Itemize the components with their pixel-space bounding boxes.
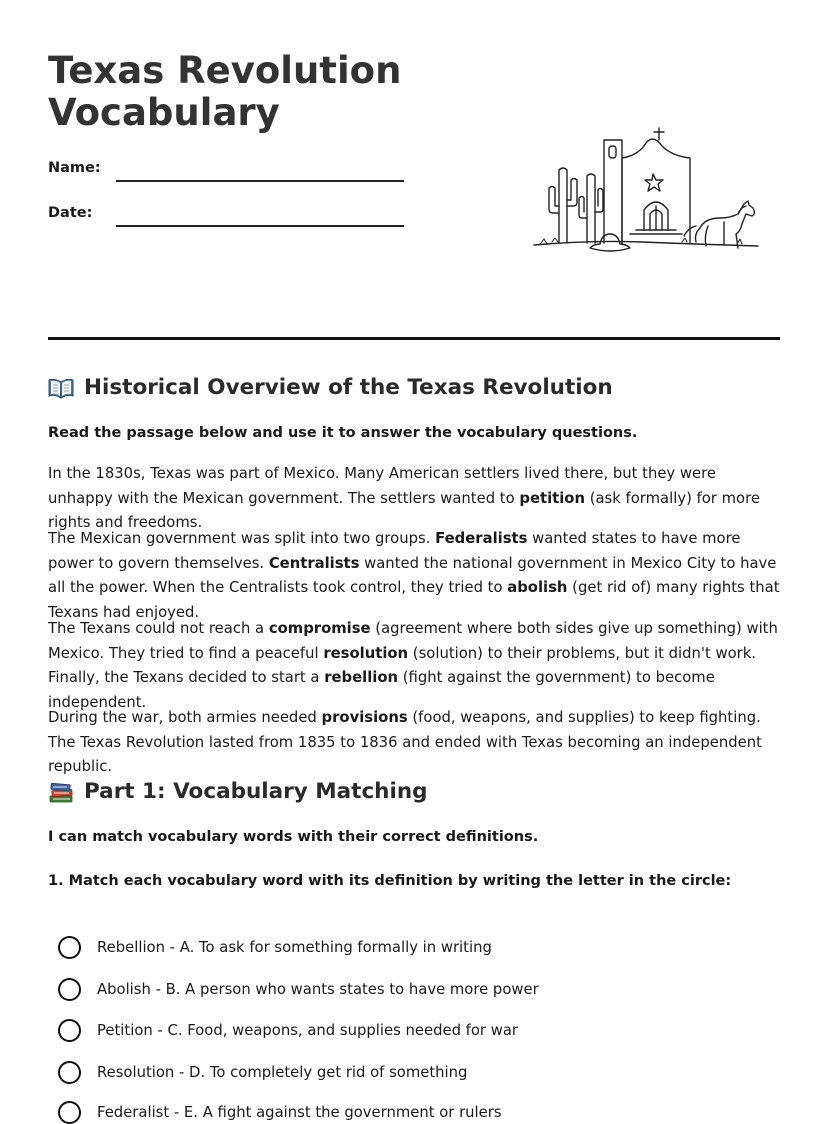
- p3-text-3: (solution) to their problems, but it didn't work. Finally, the Texans decided to start a: [48, 644, 756, 686]
- p2-text-3: wanted the national government in Mexico City to have all the power. When the Centralists took control, they tried to: [48, 554, 777, 596]
- match-item-text: Abolish - B. A person who wants states to have more power: [97, 981, 539, 998]
- overview-paragraph-1: [48, 462, 783, 536]
- date-label: Date:: [48, 205, 93, 221]
- overview-heading: [48, 375, 613, 400]
- match-item: [58, 1019, 518, 1042]
- page-title: [48, 50, 448, 134]
- p1-text-2: (ask formally) for more rights and freedoms.: [48, 489, 760, 531]
- overview-paragraph-4: [48, 706, 783, 780]
- part1-heading-text: Part 1: Vocabulary Matching: [84, 779, 428, 804]
- term-rebellion: rebellion: [324, 669, 399, 686]
- overview-heading-text: Historical Overview of the Texas Revolution: [84, 375, 613, 400]
- section-divider: [48, 337, 780, 340]
- part1-heading: [48, 779, 428, 804]
- p4-text-1: During the war, both armies needed: [48, 709, 322, 726]
- match-item: [58, 1101, 502, 1124]
- term-petition: petition: [519, 489, 585, 507]
- match-item-text: Rebellion - A. To ask for something formally in writing: [97, 939, 492, 956]
- name-label: Name:: [48, 160, 101, 176]
- part1-question: 1. Match each vocabulary word with its definition by writing the letter in the circle:: [48, 873, 732, 889]
- p2-text-1: The Mexican government was split into two groups.: [48, 530, 436, 547]
- match-item: [58, 978, 539, 1001]
- term-abolish: abolish: [507, 579, 568, 596]
- books-icon: [48, 781, 74, 803]
- term-centralists: Centralists: [268, 554, 360, 572]
- p1-text-1: In the 1830s, Texas was part of Mexico. Many American settlers lived there, but they were unhappy with the Mexican government. The settlers wanted to: [48, 465, 716, 507]
- match-item: [58, 936, 492, 959]
- match-item-text: Resolution - D. To completely get rid of something: [97, 1064, 468, 1081]
- title-line-2: Vocabulary: [48, 91, 280, 134]
- p4-text-2: (food, weapons, and supplies) to keep fighting. The Texas Revolution lasted from 1835 to 1836 and ended with Texas becoming an independent republic.: [48, 709, 762, 775]
- match-item: [58, 1061, 467, 1084]
- overview-instruction: Read the passage below and use it to answer the vocabulary questions.: [48, 425, 638, 441]
- part1-goal: I can match vocabulary words with their correct definitions.: [48, 829, 539, 845]
- name-field-line[interactable]: [116, 180, 404, 182]
- alamo-illustration-icon: [532, 118, 762, 258]
- answer-circle[interactable]: [58, 1019, 81, 1042]
- term-provisions: provisions: [321, 709, 408, 726]
- date-field-line[interactable]: [116, 225, 404, 227]
- title-line-1: Texas Revolution: [48, 49, 402, 92]
- term-federalists: Federalists: [435, 530, 528, 547]
- answer-circle[interactable]: [58, 1101, 81, 1124]
- overview-paragraph-3: [48, 617, 783, 715]
- p2-text-2: wanted states to have more power to govern themselves.: [48, 530, 741, 572]
- open-book-icon: [48, 377, 74, 399]
- answer-circle[interactable]: [58, 1061, 81, 1084]
- match-item-text: Federalist - E. A fight against the government or rulers: [97, 1104, 502, 1121]
- term-resolution: resolution: [323, 644, 409, 662]
- p3-text-2: (agreement where both sides give up something) with Mexico. They tried to find a peaceful: [48, 620, 778, 662]
- p3-text-4: (fight against the government) to become independent.: [48, 669, 715, 711]
- answer-circle[interactable]: [58, 978, 81, 1001]
- p2-text-4: (get rid of) many rights that Texans had enjoyed.: [48, 579, 780, 621]
- overview-paragraph-2: [48, 527, 783, 625]
- match-item-text: Petition - C. Food, weapons, and supplies needed for war: [97, 1022, 518, 1039]
- p3-text-1: The Texans could not reach a: [48, 620, 269, 637]
- answer-circle[interactable]: [58, 936, 81, 959]
- term-compromise: compromise: [268, 620, 371, 637]
